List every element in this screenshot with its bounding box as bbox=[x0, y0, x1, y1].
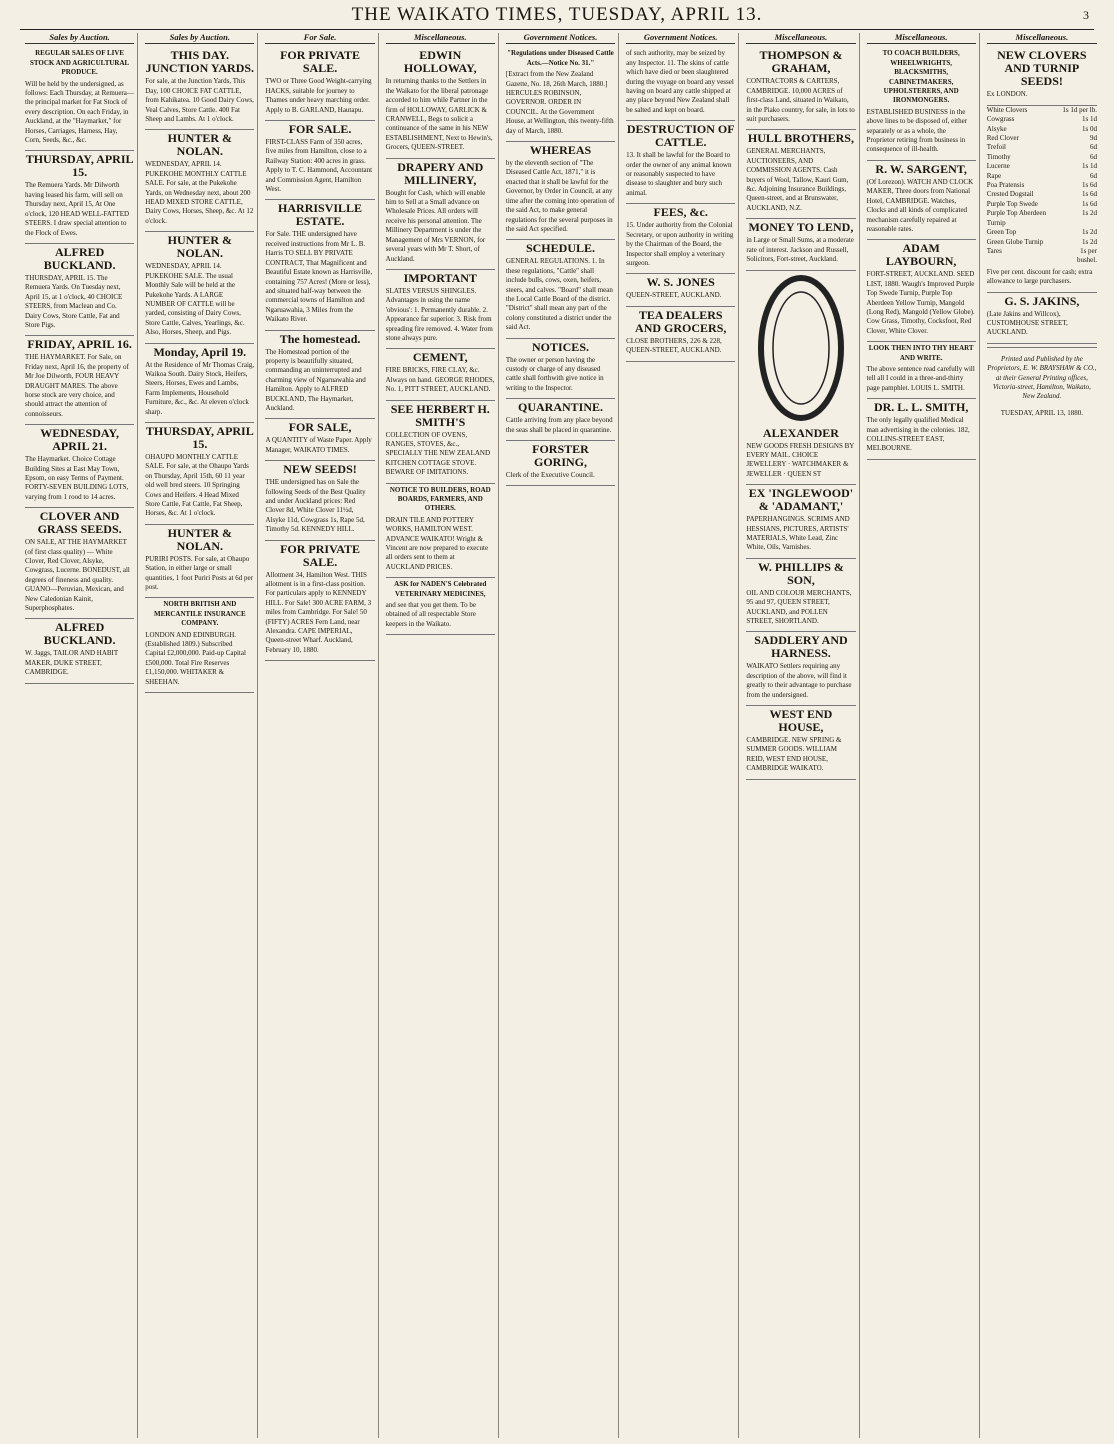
advertisement-body: The Homestead portion of the property is beautifully situated, commanding an uninterrupted and charming view of Ngaruawahia and Hamilton. Apply to ALFRED BUCKLAND, The Haymarket, Auckland. bbox=[265, 347, 366, 412]
advertisement-heading: WHEREAS bbox=[529, 143, 592, 158]
advertisement bbox=[746, 425, 855, 486]
advertisement-body: Ex LONDON. bbox=[986, 90, 1028, 99]
alexander-shield-emblem bbox=[756, 273, 846, 423]
advertisement-heading: NEW CLOVERS AND TURNIP SEEDS! bbox=[997, 48, 1087, 89]
seed-price-row bbox=[987, 125, 1097, 134]
advertisement bbox=[386, 401, 495, 484]
advertisement bbox=[25, 619, 134, 683]
advertisement-heading: THIS DAY. JUNCTION YARDS. bbox=[145, 48, 255, 76]
advertisement-body: THE undersigned has on Sale the following Seeds of the Best Quality and under Auckland prices: Red Clover 8d, White Clover 11½d, Alsyke 11d, Cowgrass 1s, Rape 5d, Timothy 5d. KENNEDY HILL. bbox=[265, 478, 366, 534]
seed-price: 1s 6d bbox=[1082, 190, 1097, 199]
seed-price: 1s per bushel. bbox=[1076, 246, 1097, 265]
advertisement bbox=[867, 240, 976, 342]
seed-price-row bbox=[987, 106, 1097, 115]
seed-name: Alsyke bbox=[986, 124, 1007, 133]
advertisement-heading: ALFRED BUCKLAND. bbox=[43, 620, 116, 648]
seed-price: 6d bbox=[1089, 152, 1097, 161]
advertisement-body: The owner or person having the custody or charge of any diseased cattle shall forthwith give notice in writing to the Inspector. bbox=[505, 355, 604, 392]
advertisement-heading: WEDNESDAY, APRIL 21. bbox=[40, 426, 120, 454]
column-heading: Miscellaneous. bbox=[867, 33, 976, 44]
advertisement-heading: ALEXANDER bbox=[762, 425, 839, 440]
advertisement bbox=[746, 559, 855, 633]
advertisement bbox=[506, 240, 615, 338]
seed-price-row bbox=[987, 238, 1097, 247]
advertisement-heading: DRAPERY AND MILLINERY, bbox=[397, 159, 484, 187]
advertisement-body: FORT-STREET, AUCKLAND. SEED LIST, 1880. Waugh's Improved Purple Top Swede Turnip, Purple Top Aberdeen Yellow Turnip, Mangold (Long Red), Mangold (Yellow Globe). Cow Grass, Timothy, Cocksfoot, Red Clover, White Clover. bbox=[866, 270, 975, 335]
advertisement-heading: CLOVER AND GRASS SEEDS. bbox=[37, 509, 122, 537]
seed-price-row bbox=[987, 143, 1097, 152]
advertisement bbox=[867, 342, 976, 399]
page-number: 3 bbox=[1083, 7, 1090, 22]
advertisement-heading: The homestead. bbox=[279, 331, 361, 346]
advertisement-body: THE HAYMARKET. For Sale, on Friday next, April 16, the property of Mr Joe Dilworth, FOUR HEAVY DRAUGHT MARES. The above horse stock are very choice, and should attract the attention of connoisseurs. bbox=[25, 353, 129, 418]
advertisement-body: Five per cent. discount for cash; extra allowance to large purchasers. bbox=[986, 267, 1093, 286]
advertisement-heading: LOOK THEN INTO THY HEART AND WRITE. bbox=[868, 344, 974, 362]
advertisement bbox=[145, 232, 254, 343]
seed-name: Purple Top Swede bbox=[986, 199, 1038, 208]
advertisement-body: ON SALE, AT THE HAYMARKET (of first class quality) — White Clover, Red Clover, Alsyke, Cowgrass, Lucerne. BONEDUST, all degrees of fineness and quality. GUANO—Peruvian, Mexican, and New Caledonian Kainit, Superphosphates. bbox=[25, 538, 130, 613]
column-6 bbox=[623, 33, 739, 1438]
advertisement-heading: THOMPSON & GRAHAM, bbox=[759, 48, 843, 76]
advertisement bbox=[506, 47, 615, 142]
advertisement bbox=[25, 151, 134, 243]
advertisement-heading: W. PHILLIPS & SON, bbox=[757, 559, 844, 587]
advertisement bbox=[626, 307, 735, 362]
column-heading: For Sale. bbox=[265, 33, 374, 44]
advertisement bbox=[386, 349, 495, 400]
advertisement-body: TWO or Three Good Weight-carrying HACKS, suitable for journey to Thames under heavy marching order. Apply to B. GARLAND, Hautapu. bbox=[265, 77, 372, 114]
advertisement-body: Cattle arriving from any place beyond the seas shall be placed in quarantine. bbox=[505, 416, 613, 434]
advertisement-heading: HUNTER & NOLAN. bbox=[167, 525, 232, 553]
advertisement bbox=[746, 219, 855, 270]
advertisement-body: For sale, at the Junction Yards, This Day, 100 CHOICE FAT CATTLE, from Kahikatea. 10 Good Dairy Cows, Veal Calves, Store Cattle. 400 Fat Sheep and Lambs. At 1 o'clock. bbox=[145, 77, 254, 124]
advertisement-body: (Late Jakins and Willcox), CUSTOMHOUSE STREET, AUCKLAND. bbox=[986, 309, 1068, 337]
advertisement bbox=[987, 293, 1097, 344]
advertisement-body: GENERAL REGULATIONS. 1. In these regulations, "Cattle" shall include bulls, cows, oxen, heifers, steers, and calves. "Board" shall mean the Local Cattle Board of the district. "District" shall mean any part of the colony constituted a district under the said Act. bbox=[505, 257, 613, 332]
advertisement bbox=[25, 244, 134, 336]
advertisement-heading: MONEY TO LEND, bbox=[748, 220, 854, 235]
advertisement-body: Will be held by the undersigned, as follows: Each Thursday, at Remuera—the principal market for Fat Stock of every description. On each Friday, in Auckland, at the "Haymarket," for Horses, Carriages, Harness, Hay, Corn, Seeds, &c., &c. bbox=[25, 79, 134, 145]
advertisement-body: Clerk of the Executive Council. bbox=[505, 471, 595, 479]
seed-name: Green Top bbox=[986, 228, 1017, 237]
advertisement-body: PURIRI POSTS. For sale, at Ohaupo Station, in either large or small quantities, 1 foot Puriri Posts at 6d per post. bbox=[145, 554, 253, 592]
advertisement-heading: SCHEDULE. bbox=[525, 241, 595, 256]
advertisement bbox=[25, 425, 134, 508]
footer-publisher: Printed and Published by the Proprietors, E. W. BRAYSHAW & CO., at their General Printing offices, Victoria-street, Hamilton, Waikato, New Zealand. bbox=[987, 354, 1097, 401]
advertisement-body: and see that you get them. To be obtained of all respectable Store keepers in the Waikato. bbox=[385, 601, 477, 628]
advertisement bbox=[867, 47, 976, 160]
advertisement bbox=[626, 121, 735, 204]
advertisement bbox=[867, 399, 976, 460]
advertisement bbox=[145, 598, 254, 693]
advertisement-heading: FRIDAY, APRIL 16. bbox=[27, 337, 132, 352]
column-heading: Sales by Auction. bbox=[25, 33, 134, 44]
advertisement-body: For Sale. THE undersigned have received instructions from Mr L. B. Harris TO SELL BY PRIVATE CONTRACT, That Magnificent and Beautiful Estate known as Harrisville, containing 757 Acres! (More or less), and situated half-way between the commercial towns of Hamilton and Ngaruawahia, 3 Miles from the Waikato River. bbox=[265, 230, 373, 324]
advertisement bbox=[25, 336, 134, 425]
advertisement-heading: DR. L. L. SMITH, bbox=[873, 400, 969, 415]
advertisement-heading: IMPORTANT bbox=[403, 270, 477, 285]
advertisement bbox=[386, 578, 495, 635]
advertisement bbox=[265, 461, 374, 540]
advertisement bbox=[506, 399, 615, 441]
advertisement-body: of such authority, may be seized by any Inspector. 11. The skins of cattle which have died or been slaughtered during the voyage on board any vessel having on board any cattle shipped at any place beyond New Zealand shall be salted and kept on board. bbox=[626, 49, 734, 114]
advertisement-heading: DESTRUCTION OF CATTLE. bbox=[626, 122, 735, 150]
advertisement bbox=[987, 47, 1097, 105]
advertisement-body: The above sentence read carefully will tell all I could in a three-and-thirty page pamphlet. LOUIS L. SMITH. bbox=[866, 364, 975, 392]
advertisement-body: OHAUPO MONTHLY CATTLE SALE. For sale, at the Ohaupo Yards on Thursday, April 15th, 60 11 year old well bred steers. 10 Springing Cows and Heifers. 4 Head Mixed Store Cattle, Fat Cattle, Fat Sheep, Horses, &c. At 1 o'clock. bbox=[145, 452, 249, 518]
advertisement-heading: EX 'INGLEWOOD' & 'ADAMANT,' bbox=[748, 486, 854, 514]
advertisement-body: GENERAL MERCHANTS, AUCTIONEERS, AND COMMISSION AGENTS. Cash buyers of Wool, Tallow, Kauri Gum, &c. Adjoining Insurance Buildings, Queen-street, and at Brunswater, AUCKLAND, N.Z. bbox=[746, 147, 849, 212]
advertisement-heading: R. W. SARGENT, bbox=[875, 161, 967, 176]
advertisement bbox=[145, 47, 254, 130]
advertisement bbox=[626, 204, 735, 274]
advertisement bbox=[145, 525, 254, 599]
advertisement-heading: EDWIN HOLLOWAY, bbox=[403, 48, 477, 76]
advertisement-body: THURSDAY, APRIL 15. The Remuera Yards. On Tuesday next, April 15, at 1 o'clock, 40 CHOICE STEERS, from Maclean and Co. Dairy Cows, Store Cattle, Fat and Store Pigs. bbox=[25, 273, 123, 329]
advertisement-body: The Haymarket. Choice Cottage Building Sites at East May Town, Epsom, on easy Terms of Payment. FORTY-SEVEN BUILDING LOTS, varying from 1 rood to 14 acres. bbox=[25, 455, 129, 501]
seed-name: Timothy bbox=[986, 152, 1011, 161]
advertisement-body: CLOSE BROTHERS, 226 & 228, QUEEN-STREET, AUCKLAND. bbox=[626, 336, 722, 355]
advertisement-heading: "Regulations under Diseased Cattle Acts.—Notice No. 31." bbox=[507, 49, 614, 67]
advertisement-heading: THURSDAY, APRIL 15. bbox=[145, 423, 254, 451]
advertisement-body: in Large or Small Sums, at a moderate rate of interest. Jackson and Russell, Solicitors, Fort-street, Auckland. bbox=[746, 236, 854, 264]
advertisement-heading: THURSDAY, APRIL 15. bbox=[25, 152, 134, 180]
advertisement-body: [Extract from the New Zealand Gazette, No. 18, 26th March, 1880.] HERCULES ROBINSON, GOVERNOR. ORDER IN COUNCIL. At the Government House, at Wellington, this twenty-fifth day of March, 1880. bbox=[505, 70, 614, 135]
column-3 bbox=[262, 33, 378, 1438]
advertisement-heading: FOR SALE, bbox=[288, 420, 352, 435]
advertisement bbox=[506, 339, 615, 400]
advertisement-body: CONTRACTORS & CARTERS, CAMBRIDGE. 10,000 ACRES of first-class Land, situated in Waikato, in the Piako country, for sale, in lots to suit purchasers. bbox=[746, 77, 855, 124]
advertisement-heading: G. S. JAKINS, bbox=[1004, 293, 1080, 308]
advertisement-body: ESTABLISHED BUSINESS in the above lines to be disposed of, either separately or as a whole, the Proprietor retiring from business in consequence of ill-health. bbox=[866, 107, 968, 154]
seed-name: Rape bbox=[986, 171, 1002, 180]
seed-price: 6d bbox=[1089, 171, 1097, 180]
advertisement-heading: SEE HERBERT H. SMITH'S bbox=[390, 401, 490, 429]
masthead bbox=[20, 2, 1094, 28]
seed-name: Crested Dogstail bbox=[986, 190, 1034, 199]
advertisement bbox=[867, 161, 976, 240]
seed-price: 1s 2d bbox=[1082, 209, 1097, 218]
seed-name: Poa Pratensis bbox=[986, 181, 1025, 190]
advertisement bbox=[506, 441, 615, 486]
advertisement-body: FIRE BRICKS, FIRE CLAY, &c. Always on hand. GEORGE RHODES, No. 1, PITT STREET, AUCKLAND. bbox=[385, 366, 495, 394]
advertisement bbox=[746, 130, 855, 219]
advertisement-heading: HUNTER & NOLAN. bbox=[167, 131, 232, 159]
advertisement-heading: HULL BROTHERS, bbox=[747, 131, 854, 146]
column-5 bbox=[503, 33, 619, 1438]
advertisement-heading: NOTICES. bbox=[531, 339, 589, 354]
seed-name: White Clovers bbox=[986, 105, 1028, 114]
advertisement-body: DRAIN TILE AND POTTERY WORKS, HAMILTON WEST. ADVANCE WAIKATO! Wright & Vincent are now prepared to execute all orders sent to them at AUCKLAND PRICES. bbox=[385, 515, 489, 571]
advertisement-body: The only legally qualified Medical man advertising in the colonies. 182, COLLINS-STREET EAST, MELBOURNE. bbox=[866, 416, 970, 453]
advertisement-body: WEDNESDAY, APRIL 14. PUKEKOHE SALE. The usual Monthly Sale will be held at the Pukekohe Yards. A LARGE NUMBER OF CATTLE will be yarded, consisting of Dairy Cows, Store Cattle, Calves, Yearlings, &c. Also, Horses, Sheep, and Pigs. bbox=[145, 262, 245, 337]
seed-name: Lucerne bbox=[986, 162, 1010, 171]
advertisement-heading: QUARANTINE. bbox=[517, 400, 603, 415]
column-1 bbox=[22, 33, 138, 1438]
advertisement-heading: NEW SEEDS! bbox=[283, 462, 357, 477]
masthead-rule bbox=[20, 29, 1094, 30]
advertisement bbox=[265, 419, 374, 461]
column-heading: Miscellaneous. bbox=[746, 33, 855, 44]
advertisement-heading: SADDLERY AND HARNESS. bbox=[754, 633, 848, 661]
advertisement bbox=[386, 270, 495, 349]
advertisement bbox=[25, 47, 134, 151]
advertisement-heading: TEA DEALERS AND GROCERS, bbox=[635, 307, 727, 335]
footer-rule bbox=[987, 347, 1097, 348]
advertisement bbox=[265, 47, 374, 121]
advertisement-body: WAIKATO Settlers requiring any description of the above, will find it greatly to their advantage to purchase from the undersigned. bbox=[746, 662, 852, 699]
advertisement bbox=[145, 423, 254, 525]
advertisement bbox=[145, 130, 254, 232]
advertisement-body: WEDNESDAY, APRIL 14. PUKEKOHE MONTHLY CATTLE SALE. For sale, at the Pukekohe Yards, on Wednesday next, about 200 HEAD MIXED STORE CATTLE, Dairy Cows, Horses, Sheep, &c. At 12 o'clock. bbox=[145, 160, 254, 225]
advertisement bbox=[506, 142, 615, 240]
advertisement bbox=[987, 266, 1097, 293]
advertisement bbox=[265, 541, 374, 662]
seed-name: Green Globe Turnip bbox=[986, 237, 1044, 246]
seed-price-row bbox=[987, 153, 1097, 162]
advertisement-body: by the eleventh section of "The Diseased Cattle Act, 1871," it is enacted that it shall be lawful for the Governor, by Order in Council, at any time after the coming into operation of the said Act, to make general regulations for the several purposes in the said Act specified. bbox=[505, 159, 615, 233]
seed-price: 9d bbox=[1089, 134, 1097, 143]
advertisement-body: COLLECTION OF OVENS, RANGES, STOVES, &c., SPECIALLY THE NEW ZEALAND KITCHEN COTTAGE STOVE. BEWARE OF IMITATIONS. bbox=[385, 430, 491, 477]
advertisement-heading: FEES, &c. bbox=[653, 205, 708, 220]
advertisement-body: (Of Lorezon). WATCH AND CLOCK MAKER, Three doors from National Hotel, CAMBRIDGE. Watches, Clocks and all kinds of complicated mechanism carefully repaired at reasonable rates. bbox=[866, 177, 974, 233]
column-heading: Miscellaneous. bbox=[987, 33, 1097, 44]
advertisement-body: 13. It shall be lawful for the Board to order the owner of any animal known or reasonably suspected to have disease to slaughter and bury such animal. bbox=[626, 151, 732, 197]
advertisement-body: A QUANTITY of Waste Paper. Apply Manager, WAIKATO TIMES. bbox=[265, 436, 372, 454]
column-2 bbox=[142, 33, 258, 1438]
advertisement-body: LONDON AND EDINBURGH. (Established 1809.) Subscribed Capital £2,000,000. Paid-up Capital £500,000. Total Fire Reserves £1,150,000. WHITAKER & SHEEHAN. bbox=[145, 630, 246, 686]
columns bbox=[22, 33, 1100, 1438]
seed-name: Tares bbox=[986, 246, 1002, 255]
advertisement-heading: ASK for NADEN'S Celebrated VETERINARY MEDICINES, bbox=[394, 580, 487, 598]
footer-date: TUESDAY, APRIL 13, 1880. bbox=[1000, 408, 1083, 417]
advertisement bbox=[746, 632, 855, 706]
advertisement-body: OIL AND COLOUR MERCHANTS, 95 and 97, QUEEN STREET, AUCKLAND, and POLLEN STREET, SHORTLAND. bbox=[746, 588, 852, 625]
seed-name: Cowgrass bbox=[986, 115, 1015, 124]
advertisement bbox=[386, 484, 495, 579]
advertisement bbox=[265, 200, 374, 330]
seed-name: Red Clover bbox=[986, 134, 1019, 143]
advertisement-heading: ADAM LAYBOURN, bbox=[885, 241, 957, 269]
column-heading: Government Notices. bbox=[506, 33, 615, 44]
seed-price-row bbox=[987, 200, 1097, 209]
seed-price: 1s 1d per lb. bbox=[1062, 105, 1097, 114]
advertisement-heading: Monday, April 19. bbox=[153, 344, 247, 359]
column-heading: Sales by Auction. bbox=[145, 33, 254, 44]
column-8 bbox=[864, 33, 980, 1438]
advertisement bbox=[626, 274, 735, 306]
advertisement-heading: FORSTER GORING, bbox=[532, 442, 589, 469]
seed-price: 1s 0d bbox=[1082, 124, 1097, 133]
seed-price: 1s 1d bbox=[1082, 115, 1097, 124]
seed-price-row bbox=[987, 190, 1097, 199]
column-heading: Government Notices. bbox=[626, 33, 735, 44]
column-7 bbox=[743, 33, 859, 1438]
seed-price-row bbox=[987, 228, 1097, 237]
advertisement-body: CAMBRIDGE. NEW SPRING & SUMMER GOODS. WILLIAM REID, WEST END HOUSE, CAMBRIDGE WAIKATO. bbox=[746, 736, 842, 773]
seed-price-row bbox=[987, 162, 1097, 171]
advertisement-body: FIRST-CLASS Farm of 350 acres, five miles from Hamilton, close to a Railway Station: 400 acres in grass. Apply to T. C. Hammond, Accountant and Commission Agent, Hamilton West. bbox=[265, 138, 373, 194]
advertisement-heading: ALFRED BUCKLAND. bbox=[43, 244, 116, 272]
advertisement-body: PAPERHANGINGS. SCRIMS AND HESSIANS, PICTURES, ARTISTS' MATERIALS, White Lead, Zinc White, Oils, Varnishes. bbox=[746, 515, 850, 552]
advertisement bbox=[746, 706, 855, 780]
advertisement-heading: FOR SALE. bbox=[288, 122, 352, 137]
advertisement-body: NEW GOODS FRESH DESIGNS BY EVERY MAIL. CHOICE JEWELLERY · WATCHMAKER & JEWELLER · QUEEN ST bbox=[746, 441, 855, 478]
advertisement-heading: NORTH BRITISH AND MERCANTILE INSURANCE COMPANY. bbox=[154, 600, 246, 628]
column-heading: Miscellaneous. bbox=[386, 33, 495, 44]
seed-price: 1s 1d bbox=[1082, 162, 1097, 171]
advertisement-heading: FOR PRIVATE SALE. bbox=[280, 48, 360, 76]
advertisement bbox=[265, 331, 374, 420]
seed-price-row bbox=[987, 172, 1097, 181]
seed-price: 1s 6d bbox=[1082, 181, 1097, 190]
seed-name: Purple Top Aberdeen Turnip bbox=[986, 209, 1047, 227]
seed-price: 1s 2d bbox=[1082, 237, 1097, 246]
advertisement-body: Allotment 34, Hamilton West. THIS allotment is in a first-class position. For particulars apply to KENNEDY HILL. For Sale! 300 ACRE FARM, 3 miles from Cambridge. For Sale! 50 (FIFTY) ACRES Fern Land, near Alexandra. CAPE IMPERIAL, Queen-street Wharf. Auckland, February 10, 1880. bbox=[265, 570, 372, 654]
seed-price: 1s 2d bbox=[1082, 228, 1097, 237]
advertisement-body: At the Residence of Mr Thomas Craig, Waikoa South. Dairy Stock, Heifers, Steers, Horses, Ewes and Lambs, Farm Implements, Household Furniture, &c., &c. At eleven o'clock sharp. bbox=[145, 360, 255, 416]
seed-name: Trefoil bbox=[986, 143, 1006, 152]
seed-price-row bbox=[987, 115, 1097, 124]
advertisement bbox=[746, 47, 855, 130]
seed-price-row bbox=[987, 134, 1097, 143]
advertisement-heading: HUNTER & NOLAN. bbox=[167, 233, 232, 261]
advertisement-body: W. Jaggs, TAILOR AND HABIT MAKER, DUKE STREET, CAMBRIDGE. bbox=[25, 649, 119, 677]
advertisement-heading: REGULAR SALES OF LIVE STOCK AND AGRICULTURAL PRODUCE. bbox=[30, 49, 130, 77]
advertisement bbox=[746, 485, 855, 559]
advertisement bbox=[386, 47, 495, 158]
seed-price-row bbox=[987, 181, 1097, 190]
advertisement-heading: HARRISVILLE ESTATE. bbox=[278, 201, 363, 229]
advertisement-heading: CEMENT, bbox=[412, 350, 468, 365]
advertisement-body: The Remuera Yards. Mr Dilworth having leased his farm, will sell on Thursday next, April 15, At One o'clock, 120 HEAD WELL-FATTED STEERS. I draw special attention to the Flock of Ewes. bbox=[25, 181, 130, 237]
advertisement-body: SLATES VERSUS SHINGLES. Advantages in using the name 'obvious': 1. Permanently durable. 2. Appearance far superior. 3. Risk from spreading fire removed. 4. Water from stone always pure. bbox=[385, 286, 493, 342]
advertisement bbox=[25, 508, 134, 619]
advertisement-body: In returning thanks to the Settlers in the Waikato for the liberal patronage accorded to him while Partner in the firm of HOLLOWAY, GARLICK & CRANWELL, Begs to solicit a continuance of the same in his NEW ESTABLISHMENT, Next to Hewin's, Grocers, QUEEN-STREET. bbox=[385, 77, 493, 152]
advertisement bbox=[145, 344, 254, 423]
masthead-title: THE WAIKATO TIMES, TUESDAY, APRIL 13. bbox=[351, 4, 763, 25]
column-9 bbox=[984, 33, 1100, 1438]
advertisement bbox=[626, 47, 735, 121]
advertisement bbox=[265, 121, 374, 200]
column-4 bbox=[383, 33, 499, 1438]
advertisement-heading: NOTICE TO BUILDERS, ROAD BOARDS, FARMERS, AND OTHERS. bbox=[389, 485, 491, 513]
seed-price: 1s 6d bbox=[1082, 199, 1097, 208]
advertisement-heading: WEST END HOUSE, bbox=[769, 707, 833, 734]
advertisement-body: 15. Under authority from the Colonial Secretary, or upon authority in writing by the Chairman of the Board, the Inspector shall employ a veterinary surgeon. bbox=[626, 221, 734, 267]
advertisement-body: Bought for Cash, which will enable him to Sell at a Small advance on Wholesale Prices. All orders will receive his personal attention. The Millinery Department is under the Management of Mrs VERNON, for several years with Mr T. Short, of Auckland. bbox=[385, 188, 486, 263]
advertisement-heading: W. S. JONES bbox=[646, 275, 715, 290]
advertisement-body: QUEEN-STREET, AUCKLAND. bbox=[626, 291, 722, 300]
advertisement bbox=[386, 159, 495, 270]
seed-price-row bbox=[987, 247, 1097, 266]
advertisement-heading: TO COACH BUILDERS, WHEELWRIGHTS, BLACKSMITHS, CABINETMAKERS, UPHOLSTERERS, AND IRONMONGERS. bbox=[882, 49, 960, 105]
seed-price-list bbox=[987, 106, 1097, 266]
advertisement-heading: FOR PRIVATE SALE. bbox=[280, 541, 360, 569]
seed-price: 6d bbox=[1089, 143, 1097, 152]
seed-price-row bbox=[987, 209, 1097, 228]
